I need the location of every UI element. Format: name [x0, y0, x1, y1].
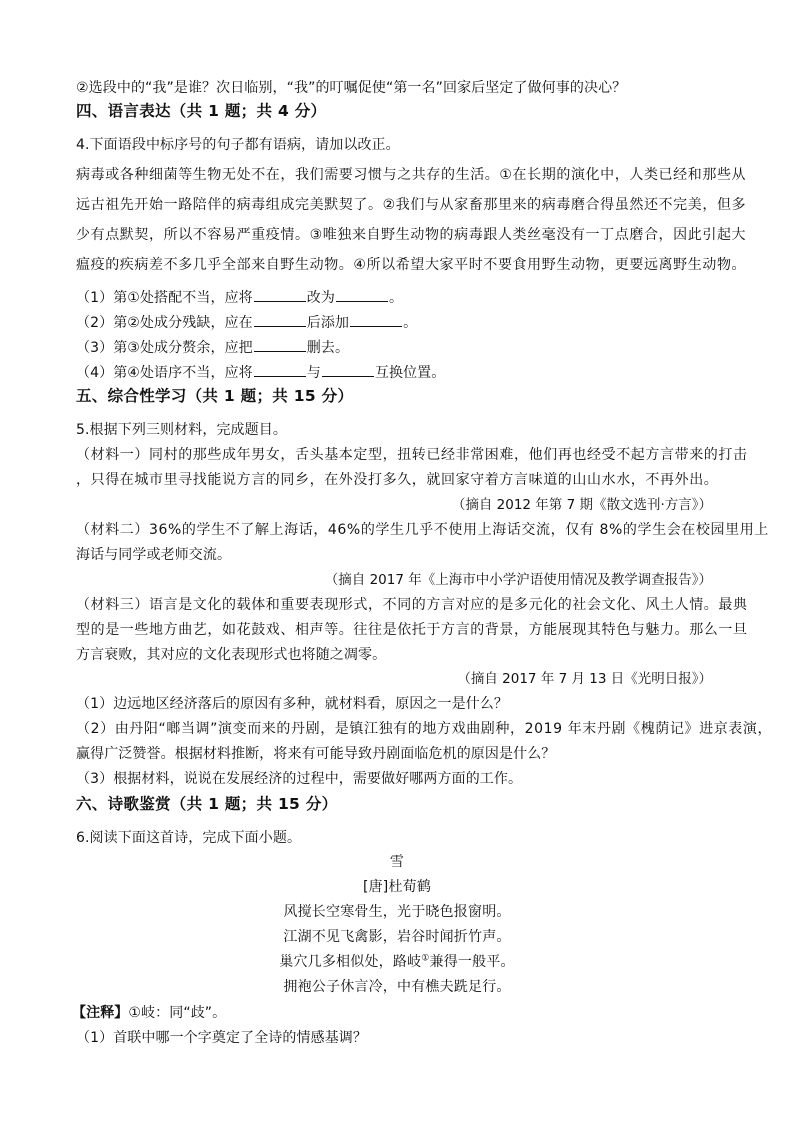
- subquestion-5-3: （3）根据材料，说说在发展经济的过程中，需要做好哪两方面的工作。: [76, 771, 523, 787]
- material-3-line: 型的是一些地方曲艺，如花鼓戏、相声等。往往是依托于方言的背景，方能展现其特色与魅力。那么一旦: [76, 622, 748, 638]
- subquestion-text: （1）第①处搭配不当，应将: [76, 290, 253, 306]
- poem-line: 江湖不见飞禽影，岩谷时闻折竹声。: [283, 929, 511, 945]
- subquestion-5-1: （1）边远地区经济落后的原因有多种，就材料看，原因之一是什么？: [76, 696, 509, 712]
- subquestion-text: （4）第④处语序不当，应将: [76, 365, 253, 381]
- answer-blank[interactable]: [254, 313, 306, 327]
- section-5-heading: 五、综合性学习（共 1 题；共 15 分）: [76, 387, 354, 405]
- poem-line-text: 兼得一般平。: [429, 954, 515, 970]
- answer-blank[interactable]: [322, 363, 374, 377]
- subquestion-text: 。: [403, 315, 418, 331]
- answer-blank[interactable]: [254, 338, 306, 352]
- material-2-source: （摘自 2017 年《上海市中小学沪语使用情况及教学调查报告》）: [324, 572, 712, 588]
- material-3-source: （摘自 2017 年 7 月 13 日《光明日报》）: [457, 671, 712, 687]
- passage-line: 少有点默契，所以不容易严重疫情。③唯独来自野生动物的病毒跟人类丝毫没有一丁点磨合，因此引起大: [76, 227, 747, 243]
- answer-blank[interactable]: [254, 363, 306, 377]
- poem-line-text: 巢穴几多相似处，路岐: [279, 954, 422, 970]
- section-4-heading: 四、语言表达（共 1 题；共 4 分）: [76, 102, 327, 120]
- passage-line: 病毒或各种细菌等生物无处不在，我们需要习惯与之共存的生活。①在长期的演化中，人类已经和那些从: [76, 167, 747, 183]
- material-1-line: ，只得在城市里寻找能说方言的同乡，在外没打多久，就回家守着方言味道的山山水水，不再外出。: [76, 472, 719, 488]
- passage-line: 瘟疫的疾病差不多几乎全部来自野生动物。④所以希望大家平时不要食用野生动物，更要远离野生动物。: [76, 257, 747, 273]
- question-3-subitem-2: ②选段中的“我”是谁？次日临别，“我”的叮嘱促使“第一名”回家后坚定了做何事的决心？: [76, 80, 627, 96]
- question-4-intro: 4.下面语段中标序号的句子都有语病，请加以改正。: [76, 137, 400, 153]
- poem-line: 风搅长空寒骨生，光于晓色报窗明。: [283, 904, 511, 920]
- poem-title: 雪: [389, 854, 405, 870]
- subquestion-text: 删去。: [306, 340, 350, 356]
- poem-line: [0, 953, 794, 971]
- material-3-line: 方言衰败，其对应的文化表现形式也将随之凋零。: [76, 647, 387, 663]
- answer-blank[interactable]: [350, 313, 402, 327]
- subquestion-6-1: （1）首联中哪一个字奠定了全诗的情感基调？: [76, 1030, 368, 1046]
- footnote-marker: ①: [421, 953, 430, 964]
- passage-line: 远古祖先开始一路陪伴的病毒组成完美默契了。②我们与从家畜那里来的病毒磨合得虽然还不完美，但多: [76, 197, 747, 213]
- subquestion-text: 后添加: [306, 315, 350, 331]
- material-2-line: 海话与同学或老师交流。: [76, 547, 232, 563]
- answer-blank[interactable]: [254, 288, 306, 302]
- subquestion-text: （3）第③处成分赘余，应把: [76, 340, 253, 356]
- poem-author: [唐]杜荀鹤: [362, 879, 432, 895]
- subquestion-4-2: [76, 313, 417, 332]
- subquestion-text: （2）第②处成分残缺，应在: [76, 315, 253, 331]
- question-6-intro: 6.阅读下面这首诗，完成下面小题。: [76, 830, 302, 846]
- subquestion-4-1: [76, 288, 403, 307]
- material-1-source: （摘自 2012 年第 7 期《散文选刊·方言》）: [451, 497, 712, 513]
- question-5-intro: 5.根据下列三则材料，完成题目。: [76, 422, 287, 438]
- subquestion-text: 互换位置。: [374, 365, 446, 381]
- material-2-line: （材料二）36%的学生不了解上海话，46%的学生几乎不使用上海话交流，仅有 8%的学生会在校园里用上: [76, 522, 769, 538]
- subquestion-4-3: [76, 338, 349, 357]
- answer-blank[interactable]: [336, 288, 388, 302]
- poem-line: 拥袍公子休言冷，中有樵夫跣足行。: [283, 979, 511, 995]
- annotation-text: ①岐：同“歧”。: [128, 1005, 227, 1021]
- subquestion-text: 改为: [306, 290, 335, 306]
- material-1-line: （材料一）同村的那些成年男女，舌头基本定型，扭转已经非常困难，他们再也经受不起方言带来的打击: [76, 447, 748, 463]
- section-6-heading: 六、诗歌鉴赏（共 1 题；共 15 分）: [76, 795, 338, 813]
- material-3-line: （材料三）语言是文化的载体和重要表现形式，不同的方言对应的是多元化的社会文化、风土人情。最典: [76, 597, 748, 613]
- poem-annotation: [72, 1004, 226, 1022]
- subquestion-text: 与: [306, 365, 321, 381]
- subquestion-4-4: [76, 363, 445, 382]
- subquestion-5-2-cont: 赢得广泛赞誉。根据材料推断，将来有可能导致丹剧面临危机的原因是什么？: [76, 746, 556, 762]
- subquestion-5-2: （2）由丹阳“啷当调”演变而来的丹剧，是镇江独有的地方戏曲剧种，2019 年末丹剧《槐荫记》进京表演，: [76, 721, 773, 737]
- annotation-label: 【注释】: [72, 1005, 129, 1021]
- subquestion-text: 。: [388, 290, 404, 306]
